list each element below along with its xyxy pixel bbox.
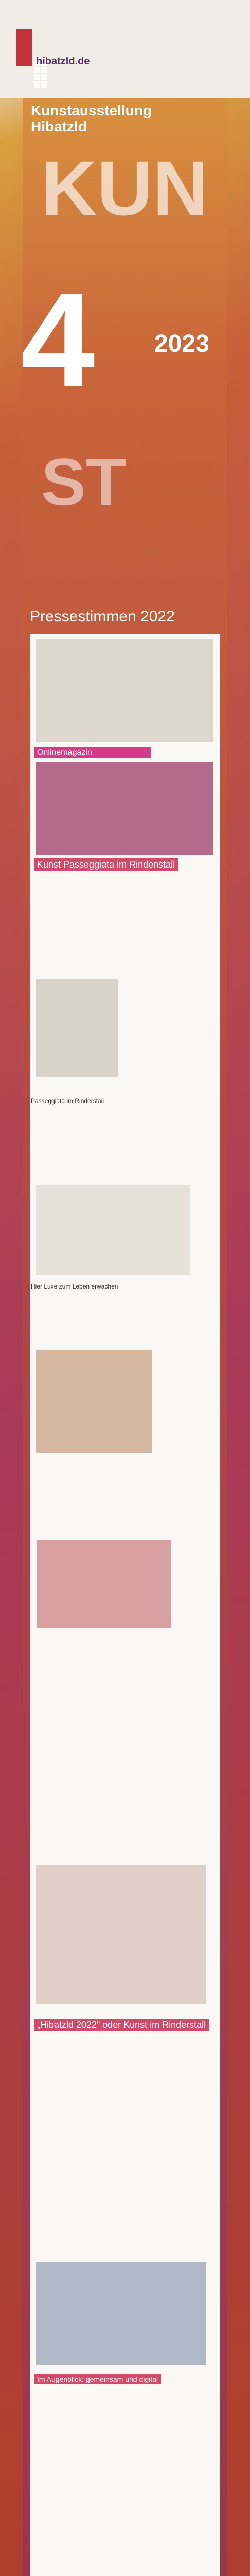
hero-letters-bottom: ST	[41, 444, 127, 519]
headline-3: Hier Luxe zum Leben erwachen	[31, 1283, 118, 1290]
brand-logo[interactable]	[16, 29, 32, 66]
photo-6	[37, 1540, 171, 1628]
hero-number: 4	[21, 265, 95, 415]
photo-2	[36, 762, 213, 855]
press-section-title: Pressestimmen 2022	[30, 608, 175, 625]
headline-4-text: „Hibatzld 2022“ oder Kunst im Rinderstall	[34, 2019, 209, 2031]
hero-title	[31, 103, 152, 135]
photo-8	[36, 2262, 206, 2365]
hero-letters-top: KUN	[41, 145, 208, 231]
headline-5	[34, 2375, 213, 2384]
photo-3	[36, 979, 118, 1077]
headline-2: Passeggiata im Rinderstall	[31, 1097, 104, 1105]
photo-5	[36, 1350, 152, 1453]
hero-year: 2023	[154, 330, 209, 358]
headline-5-text: Im Augenblick: gemeinsam und digital	[34, 2374, 161, 2384]
online-magazine-badge	[34, 747, 151, 758]
headline-4	[34, 2020, 213, 2030]
hero-title-line2: Hibatzld	[31, 118, 87, 134]
online-magazine-label: Onlinemagazin	[37, 748, 92, 757]
photo-7	[36, 1865, 206, 2004]
brand-name[interactable]: hibatzld.de	[36, 56, 90, 67]
photo-1	[36, 639, 213, 742]
headline-1	[34, 859, 213, 870]
hero-title-line1: Kunstausstellung	[31, 103, 152, 118]
headline-1-text: Kunst Passeggiata im Rindenstall	[34, 858, 178, 871]
photo-4	[36, 1185, 190, 1275]
